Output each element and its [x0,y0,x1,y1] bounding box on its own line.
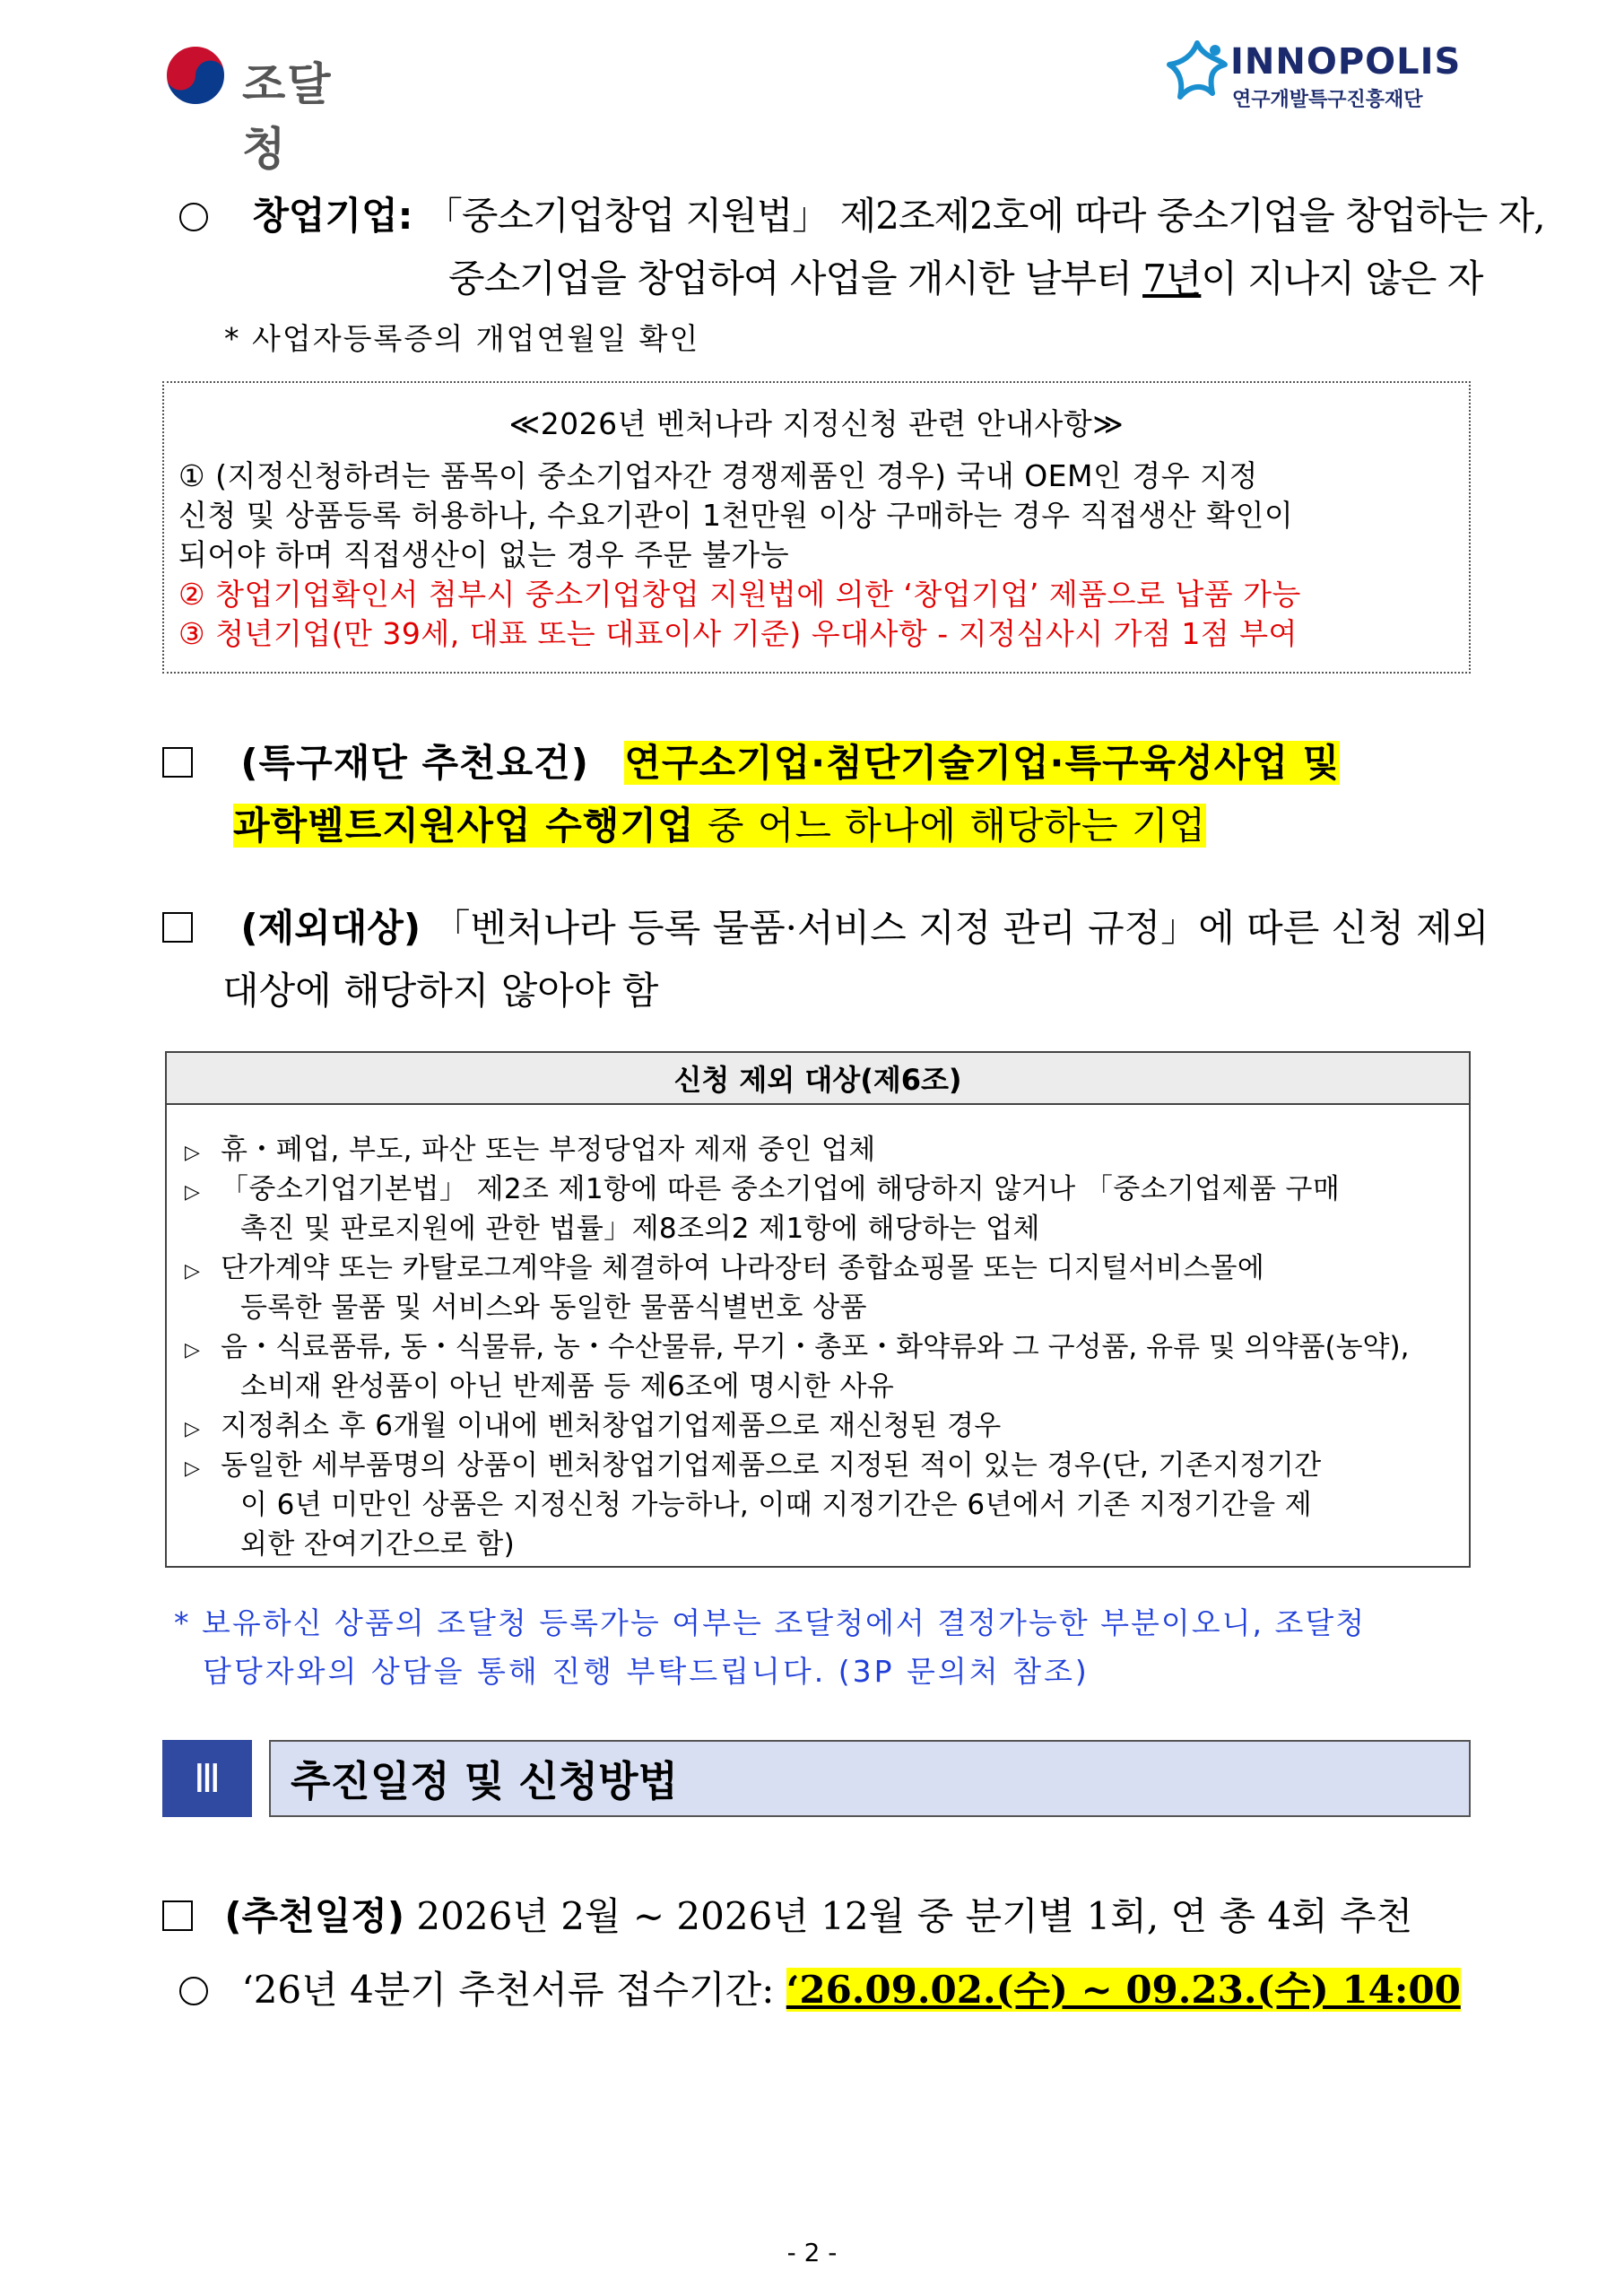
table-row [185,1245,1456,1285]
startup-label: 창업기업: [252,194,413,238]
innopolis-logo [1166,34,1489,115]
table-row [240,1521,1456,1561]
table-row-text: 촉진 및 판로지원에 관한 법률」제8조의2 제1항에 해당하는 업체 [240,1213,1040,1245]
recommend-label: (특구재단 추천요건) [240,741,589,785]
circle-bullet-icon [179,1977,208,2005]
table-row-text: 외한 잔여기간으로 함) [240,1528,516,1561]
table-row [240,1363,1456,1404]
table-row [185,1126,1456,1167]
table-row [185,1442,1456,1483]
startup-years: 7년 [1142,257,1202,300]
table-row [240,1205,1456,1246]
exclusion-text-2: 대상에 해당하지 않아야 함 [222,969,659,1013]
table-row [185,1324,1456,1364]
exclusion-table-header: 신청 제외 대상(제6조) [167,1053,1469,1105]
notice-item-2: ② 창업기업확인서 첨부시 중소기업창업 지원법에 의한 ‘창업기업’ 제품으로 납품 가능 [178,577,1301,612]
recommend-rest: 중 어느 하나에 해당하는 기업 [694,804,1207,848]
triangle-bullet-icon: ▷ [185,1457,201,1480]
recommend-highlight-2: 과학벨트지원사업 수행기업 [233,804,695,848]
startup-text-1: 「중소기업창업 지원법」 제2조제2호에 따라 중소기업을 창업하는 자, [424,194,1545,238]
schedule-text: 2026년 2월 ~ 2026년 12월 중 분기별 1회, 연 총 4회 추천 [404,1894,1413,1938]
triangle-bullet-icon: ▷ [185,1260,201,1283]
recommend-highlight-1: 연구소기업·첨단기술기업·특구육성사업 및 [624,741,1341,785]
schedule-line [162,1887,1412,1941]
table-row-text: 등록한 물품 및 서비스와 동일한 물품식별번호 상품 [240,1292,867,1324]
triangle-bullet-icon: ▷ [185,1418,201,1440]
q4-period: ‘26.09.02.(수) ~ 09.23.(수) 14:00 [786,1968,1461,2012]
exclusion-line-1 [162,899,1489,952]
logo-right-sub: 연구개발특구진흥재단 [1232,89,1423,111]
table-row [185,1166,1456,1206]
section-title: 추진일정 및 신청방법 [269,1740,1471,1817]
logo-right-main: INNOPOLIS [1230,41,1462,83]
table-row-text: 음・식료품류, 동・식물류, 농・수산물류, 무기・총포・화약류와 그 구성품, 유류 및 의약품(농약), [221,1331,1410,1363]
triangle-bullet-icon: ▷ [185,1142,201,1164]
startup-line-2 [448,249,1482,303]
table-row-text: 지정취소 후 6개월 이내에 벤처창업기업제품으로 재신청된 경우 [221,1410,1002,1442]
table-row-text: 동일한 세부품명의 상품이 벤처창업기업제품으로 지정된 적이 있는 경우(단, 기존지정기간 [221,1449,1322,1482]
exclusion-table [165,1051,1471,1568]
table-row [240,1284,1456,1325]
blue-note-line-2: 담당자와의 상담을 통해 진행 부탁드립니다. (3P 문의처 참조) [203,1654,1090,1689]
startup-text-2a: 중소기업을 창업하여 사업을 개시한 날부터 [448,257,1143,300]
innopolis-star-icon [1166,38,1229,109]
startup-line-1 [179,187,1545,240]
table-row-text: 단가계약 또는 카탈로그계약을 체결하여 나라장터 종합쇼핑몰 또는 디지털서비스몰에 [221,1252,1265,1284]
procurement-logo [152,34,377,175]
startup-note: * 사업자등록증의 개업연월일 확인 [224,321,700,356]
triangle-bullet-icon: ▷ [185,1339,200,1361]
notice-item-1-line-2: 신청 및 상품등록 허용하나, 수요기관이 1천만원 이상 구매하는 경우 직접생산 확인이 [178,498,1294,533]
notice-item-1-line-3: 되어야 하며 직접생산이 없는 경우 주문 불가능 [178,537,790,572]
recommend-line-2 [233,796,1206,850]
notice-title: ≪2026년 벤처나라 지정신청 관련 안내사항≫ [508,406,1125,441]
section-number: Ⅲ [162,1740,252,1817]
logo-left-text: 조달청 [242,58,333,175]
table-row [240,1482,1456,1522]
blue-note-line-1: * 보유하신 상품의 조달청 등록가능 여부는 조달청에서 결정가능한 부분이오니, 조달청 [174,1605,1367,1640]
notice-box [162,381,1471,674]
notice-item-3: ③ 청년기업(만 39세, 대표 또는 대표이사 기준) 우대사항 - 지정심사시 가점 1점 부여 [178,616,1298,651]
circle-bullet-icon [179,203,208,231]
checkbox-icon [162,1900,193,1931]
recommend-line-1 [162,734,1340,787]
table-row [185,1403,1456,1443]
schedule-label: (추천일정) [224,1894,405,1938]
table-row-text: 소비재 완성품이 아닌 반제품 등 제6조에 명시한 사유 [240,1370,895,1403]
q4-label: ‘26년 4분기 추천서류 접수기간: [241,1968,786,2012]
q4-line [179,1961,1461,2014]
table-row-text: 「중소기업기본법」 제2조 제1항에 따른 중소기업에 해당하지 않거나 「중소기업제품 구매 [221,1173,1341,1205]
notice-item-1-line-1: ① (지정신청하려는 품목이 중소기업자간 경쟁제품인 경우) 국내 OEM인 경우 지정 [178,458,1258,493]
table-row-text: 이 6년 미만인 상품은 지정신청 가능하나, 이때 지정기간은 6년에서 기존 지정기간을 제 [240,1489,1313,1521]
startup-text-2c: 이 지나지 않은 자 [1201,257,1483,300]
triangle-bullet-icon: ▷ [185,1181,201,1204]
page-number: - 2 - [786,2238,838,2267]
checkbox-icon [162,912,193,943]
exclusion-label: (제외대상) [240,906,421,950]
table-row-text: 휴・폐업, 부도, 파산 또는 부정당업자 제재 중인 업체 [221,1134,876,1166]
exclusion-text-1: 「벤처나라 등록 물품·서비스 지정 관리 규정」에 따른 신청 제외 [432,906,1489,950]
checkbox-icon [162,747,193,778]
